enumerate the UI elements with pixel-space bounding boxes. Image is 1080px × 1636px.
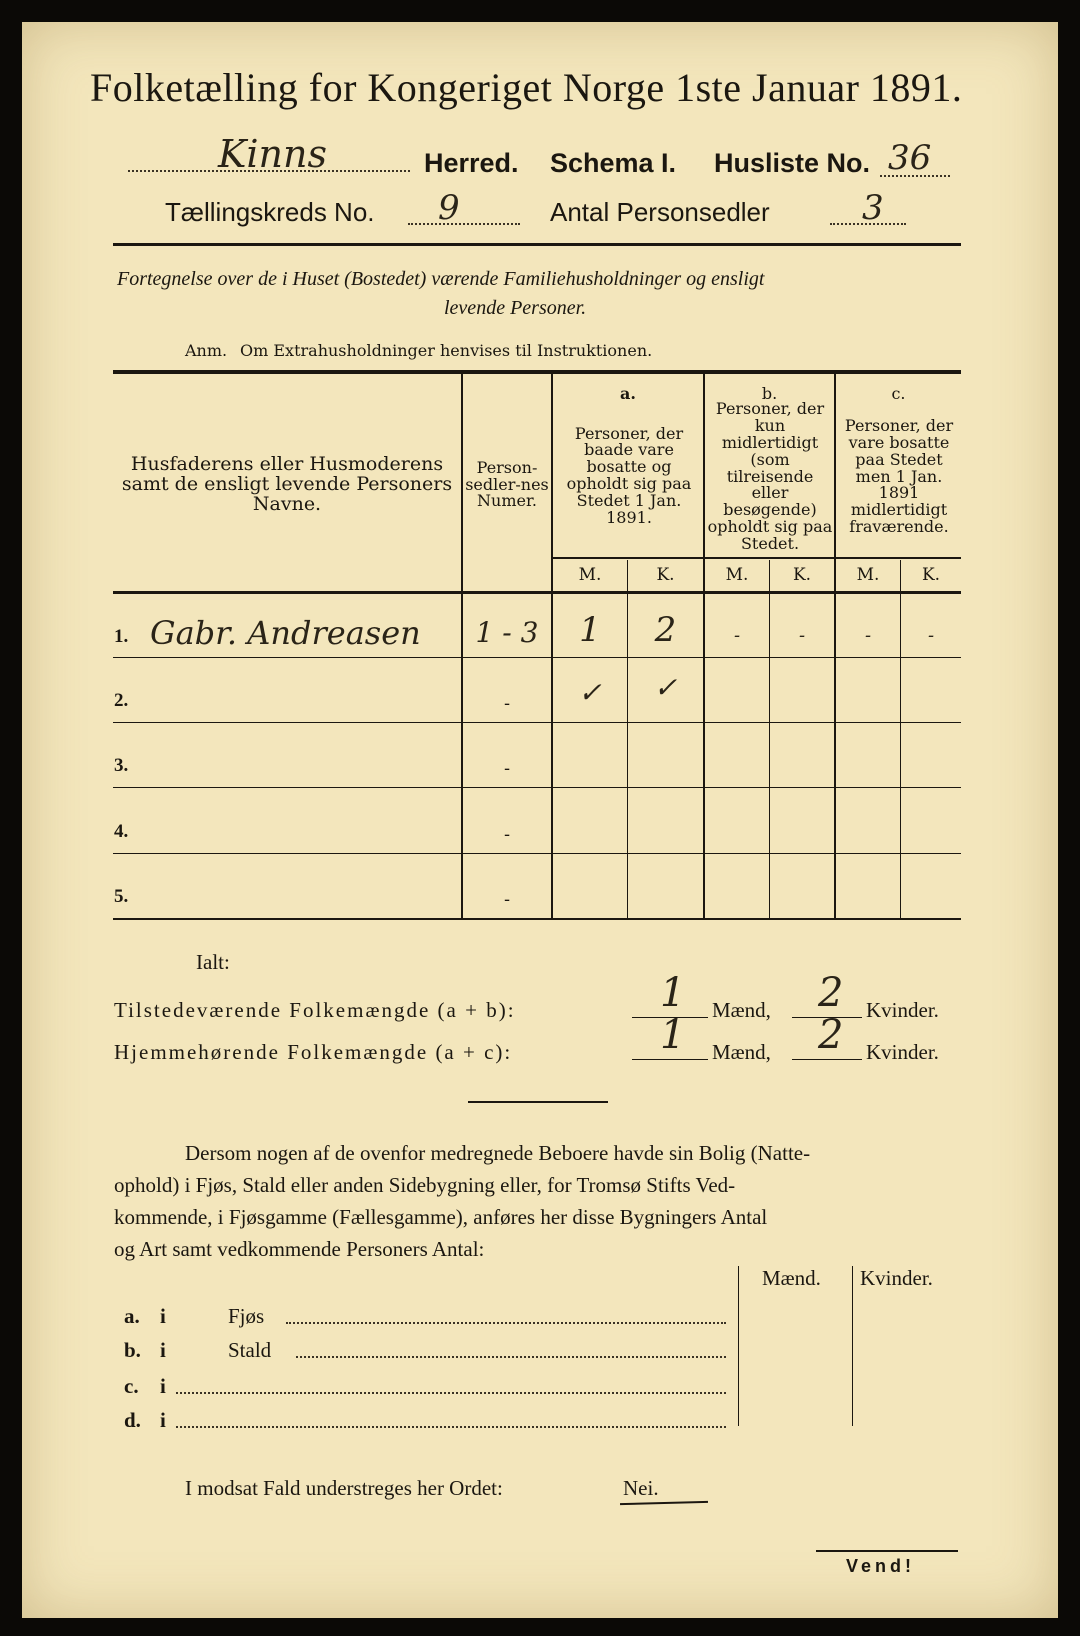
row1-b-k: - (798, 624, 806, 646)
item-b-prep: i (160, 1338, 166, 1362)
item-a-prep: i (160, 1304, 166, 1328)
hjemme-k-line (792, 1059, 862, 1060)
row2-a-m: ✓ (578, 675, 602, 709)
c-m-label: M. (856, 565, 880, 585)
a-m-label: M. (578, 565, 602, 585)
col-a-letter: a. (620, 383, 636, 403)
vline-c-mk (900, 560, 901, 918)
col-b-header: Personer, der kun midlertidigt (som tilreisende eller besøgende) opholdt sig paa Stedet. (707, 399, 833, 553)
row2-a-k: ✓ (653, 670, 678, 704)
row2-number: 2. (114, 690, 129, 711)
col-c-header: Personer, der vare bosatte paa Stedet men 1 Jan. 1891 midlertidigt fraværende. (844, 416, 954, 536)
tilstede-kvinder: Kvinder. (866, 998, 939, 1022)
antal-value: 3 (862, 188, 884, 228)
buildings-vline-1 (738, 1266, 739, 1426)
row1-c-k: - (927, 624, 935, 646)
item-c-letter: c. (124, 1374, 139, 1398)
item-b-dotline (296, 1356, 726, 1358)
item-c-prep: i (160, 1374, 166, 1398)
hjemme-m-value: 1 (660, 1012, 686, 1058)
census-form-page (22, 22, 1058, 1618)
col-b-letter: b. (761, 383, 778, 403)
row4-sedler: - (503, 823, 511, 845)
header-rule (113, 243, 961, 246)
ialt-label: Ialt: (196, 950, 230, 974)
item-b-label: Stald (228, 1338, 272, 1362)
table-bottom-rule (113, 918, 961, 920)
row1-sedler: 1 - 3 (475, 615, 539, 649)
hjemme-k-value: 2 (818, 1012, 844, 1058)
para-line1: Dersom nogen af de ovenfor medregnede Beboere havde sin Bolig (Natte- (185, 1141, 811, 1165)
row-rule-3 (113, 787, 961, 788)
kreds-value: 9 (438, 188, 460, 228)
item-a-dotline (286, 1322, 726, 1324)
row-rule-4 (113, 853, 961, 854)
hjemme-m-line (632, 1059, 708, 1060)
mk-rule (553, 557, 961, 559)
tilstede-maend: Mænd, (712, 998, 771, 1022)
kreds-dotline (408, 223, 520, 225)
intro-line1: Fortegnelse over de i Huset (Bostedet) værende Familiehusholdninger og ensligt (117, 268, 765, 290)
schema-label: Schema I. (550, 148, 677, 178)
row2-sedler: - (503, 692, 511, 714)
herred-value: Kinns (218, 132, 327, 176)
item-d-letter: d. (124, 1408, 141, 1432)
col-maend-label: Mænd. (762, 1266, 821, 1290)
col-num-header: Person-sedler-nes Numer. (465, 457, 549, 511)
row3-sedler: - (503, 757, 511, 779)
a-k-label: K. (656, 565, 675, 585)
tilstede-m-value: 1 (660, 970, 686, 1016)
husliste-value: 36 (888, 138, 932, 178)
para-line2: ophold) i Fjøs, Stald eller anden Sidebygning eller, for Tromsø Stifts Ved- (114, 1173, 736, 1197)
hjemme-kvinder: Kvinder. (866, 1040, 939, 1064)
row1-b-m: - (733, 624, 741, 646)
row3-number: 3. (114, 755, 129, 776)
row1-a-k: 2 (654, 610, 677, 650)
item-b-letter: b. (124, 1338, 141, 1362)
husliste-label: Husliste No. (714, 148, 871, 178)
item-d-prep: i (160, 1408, 166, 1432)
b-k-label: K. (792, 565, 812, 585)
vend-rule (816, 1550, 958, 1552)
item-d-dotline (176, 1426, 726, 1428)
anm-label: Anm. (185, 341, 228, 360)
intro-line2: levende Personer. (444, 297, 587, 319)
row5-sedler: - (503, 888, 511, 910)
hjemme-label: Hjemmehørende Folkemængde (a + c): (114, 1040, 513, 1064)
item-a-label: Fjøs (228, 1304, 265, 1328)
col-names-header: Husfaderens eller Husmoderens samt de ensligt levende Personers Navne. (121, 453, 453, 515)
para-line3: kommende, i Fjøsgamme (Fællesgamme), anføres her disse Bygningers Antal (114, 1205, 768, 1229)
row-rule-2 (113, 722, 961, 723)
vline-b-mk (769, 560, 770, 918)
tilstede-label: Tilstedeværende Folkemængde (a + b): (114, 998, 516, 1022)
item-c-dotline (176, 1392, 726, 1394)
herred-label: Herred. (424, 148, 519, 178)
form-title: Folketælling for Kongeriget Norge 1ste Januar 1891. (90, 65, 963, 110)
nei-word: Nei. (623, 1476, 659, 1500)
row-rule-1 (113, 657, 961, 658)
hjemme-maend: Mænd, (712, 1040, 771, 1064)
col-kvinder-label: Kvinder. (860, 1266, 933, 1290)
c-k-label: K. (921, 565, 941, 585)
row5-number: 5. (114, 886, 129, 907)
modsat-text: I modsat Fald understreges her Ordet: (185, 1476, 503, 1500)
antal-label: Antal Personsedler (550, 197, 770, 227)
vend-label: Vend! (846, 1556, 916, 1576)
row1-c-m: - (864, 624, 872, 646)
anm-text: Om Extrahusholdninger henvises til Instruktionen. (240, 341, 653, 360)
b-m-label: M. (725, 565, 749, 585)
buildings-vline-2 (852, 1266, 853, 1426)
col-a-header: Personer, der baade vare bosatte og opholdt sig paa Stedet 1 Jan. 1891. (566, 423, 692, 527)
row4-number: 4. (114, 821, 129, 842)
col-c-letter: c. (891, 383, 906, 403)
item-a-letter: a. (124, 1304, 140, 1328)
kreds-label: Tællingskreds No. (165, 197, 375, 227)
separator-rule (468, 1101, 608, 1103)
tilstede-k-value: 2 (818, 970, 844, 1016)
row1-a-m: 1 (579, 610, 601, 650)
row1-name: Gabr. Andreasen (150, 614, 421, 652)
para-line4: og Art samt vedkommende Personers Antal: (114, 1237, 485, 1261)
row1-number: 1. (114, 626, 129, 647)
